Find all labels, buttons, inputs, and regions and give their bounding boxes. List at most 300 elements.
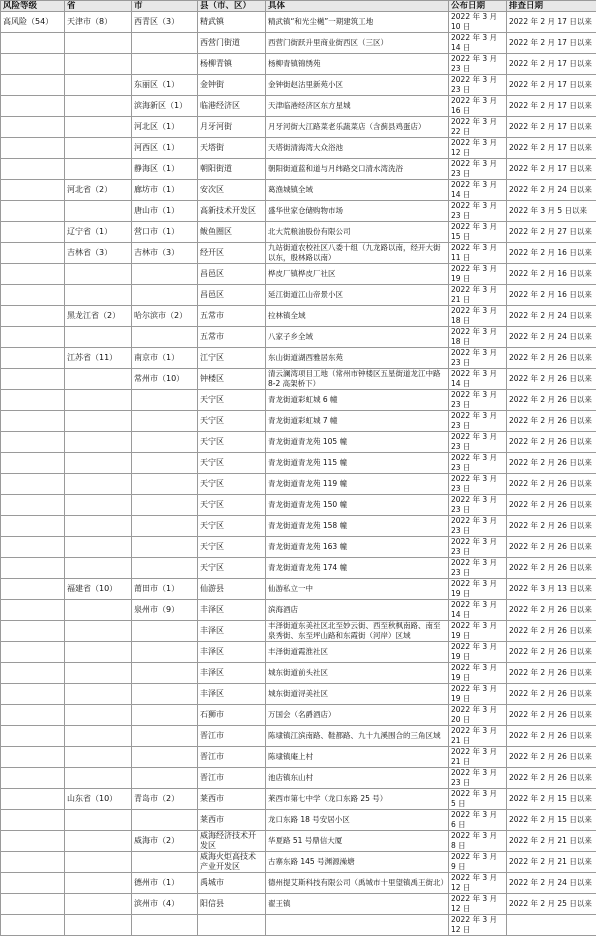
city-cell: [132, 684, 198, 705]
location-detail-cell: 青龙街道青龙苑 105 幢: [266, 432, 449, 453]
publish-date-cell: 2022 年 3 月 23 日: [449, 432, 507, 453]
risk-level-cell: [1, 222, 65, 243]
check-date-cell: 2022 年 2 月 26 日以来: [507, 747, 596, 768]
risk-level-cell: [1, 495, 65, 516]
risk-level-cell: [1, 348, 65, 369]
check-date-cell: 2022 年 2 月 26 日以来: [507, 621, 596, 642]
province-cell: [65, 75, 132, 96]
location-detail-cell: 城东街道前头社区: [266, 663, 449, 684]
city-cell: [132, 558, 198, 579]
table-row: [1, 768, 596, 789]
risk-level-cell: [1, 852, 65, 873]
province-cell: [65, 684, 132, 705]
location-detail-cell: 池店镇东山村: [266, 768, 449, 789]
risk-level-cell: [1, 705, 65, 726]
risk-level-cell: 高风险（54）: [1, 12, 65, 33]
risk-level-cell: [1, 474, 65, 495]
province-cell: [65, 474, 132, 495]
risk-level-cell: [1, 684, 65, 705]
check-date-cell: 2022 年 2 月 26 日以来: [507, 726, 596, 747]
location-detail-cell: 朝阳街道蓝和道与月纬路交口清水湾洗浴: [266, 159, 449, 180]
county-cell: [198, 915, 266, 936]
check-date-cell: 2022 年 2 月 15 日以来: [507, 789, 596, 810]
city-cell: [132, 621, 198, 642]
city-cell: [132, 516, 198, 537]
location-detail-cell: 华夏路 51 号鼎信大厦: [266, 831, 449, 852]
table-header: [1, 1, 596, 12]
location-detail-cell: 拉林镇全域: [266, 306, 449, 327]
risk-level-cell: [1, 201, 65, 222]
province-cell: [65, 96, 132, 117]
city-cell: [132, 915, 198, 936]
table-row: [1, 201, 596, 222]
publish-date-cell: 2022 年 3 月 12 日: [449, 894, 507, 915]
province-cell: [65, 600, 132, 621]
county-cell: 晋江市: [198, 747, 266, 768]
county-cell: 天宁区: [198, 558, 266, 579]
location-detail-cell: 青龙街道青龙苑 119 幢: [266, 474, 449, 495]
city-cell: 唐山市（1）: [132, 201, 198, 222]
location-detail-cell: 北大荒粮油股份有限公司: [266, 222, 449, 243]
table-row: [1, 369, 596, 390]
province-cell: 福建省（10）: [65, 579, 132, 600]
province-cell: [65, 327, 132, 348]
county-cell: 天宁区: [198, 495, 266, 516]
risk-level-cell: [1, 432, 65, 453]
province-cell: [65, 159, 132, 180]
table-row: [1, 327, 596, 348]
location-detail-cell: 丰泽街道霞淮社区: [266, 642, 449, 663]
publish-date-cell: 2022 年 3 月 10 日: [449, 12, 507, 33]
province-cell: [65, 726, 132, 747]
county-cell: 钟楼区: [198, 369, 266, 390]
table-row: [1, 264, 596, 285]
publish-date-cell: 2022 年 3 月 12 日: [449, 138, 507, 159]
table-row: [1, 621, 596, 642]
table-row: [1, 873, 596, 894]
city-cell: 河北区（1）: [132, 117, 198, 138]
publish-date-cell: 2022 年 3 月 21 日: [449, 726, 507, 747]
county-cell: 天宁区: [198, 432, 266, 453]
check-date-cell: 2022 年 2 月 26 日以来: [507, 348, 596, 369]
publish-date-cell: 2022 年 3 月 19 日: [449, 264, 507, 285]
publish-date-cell: 2022 年 3 月 9 日: [449, 852, 507, 873]
risk-level-cell: [1, 663, 65, 684]
city-cell: 德州市（1）: [132, 873, 198, 894]
publish-date-cell: 2022 年 3 月 23 日: [449, 453, 507, 474]
city-cell: 哈尔滨市（2）: [132, 306, 198, 327]
table-row: [1, 747, 596, 768]
publish-date-cell: 2022 年 3 月 23 日: [449, 411, 507, 432]
publish-date-cell: 2022 年 3 月 12 日: [449, 915, 507, 936]
city-cell: [132, 432, 198, 453]
county-cell: 威海经济技术开发区: [198, 831, 266, 852]
publish-date-cell: 2022 年 3 月 14 日: [449, 33, 507, 54]
location-detail-cell: 城东街道浔美社区: [266, 684, 449, 705]
table-row: [1, 726, 596, 747]
table-row: [1, 432, 596, 453]
risk-level-cell: [1, 810, 65, 831]
province-cell: 吉林省（3）: [65, 243, 132, 264]
province-cell: [65, 33, 132, 54]
risk-level-cell: [1, 642, 65, 663]
province-cell: [65, 201, 132, 222]
check-date-cell: 2022 年 3 月 5 日以来: [507, 201, 596, 222]
city-cell: [132, 810, 198, 831]
province-cell: [65, 642, 132, 663]
county-cell: 金钟街: [198, 75, 266, 96]
publish-date-cell: 2022 年 3 月 23 日: [449, 558, 507, 579]
publish-date-cell: 2022 年 3 月 23 日: [449, 495, 507, 516]
city-cell: [132, 642, 198, 663]
publish-date-cell: 2022 年 3 月 18 日: [449, 327, 507, 348]
province-cell: [65, 705, 132, 726]
province-cell: [65, 390, 132, 411]
location-detail-cell: 杨柳青镇锦绣苑: [266, 54, 449, 75]
publish-date-cell: 2022 年 3 月 12 日: [449, 873, 507, 894]
location-detail-cell: 翟王镇: [266, 894, 449, 915]
table-row: [1, 516, 596, 537]
risk-level-cell: [1, 726, 65, 747]
risk-level-cell: [1, 894, 65, 915]
risk-level-cell: [1, 285, 65, 306]
province-cell: [65, 264, 132, 285]
header-row: [1, 1, 596, 12]
publish-date-cell: 2022 年 3 月 23 日: [449, 159, 507, 180]
province-cell: [65, 117, 132, 138]
table-row: [1, 12, 596, 33]
check-date-cell: 2022 年 2 月 26 日以来: [507, 432, 596, 453]
county-cell: 丰泽区: [198, 600, 266, 621]
city-cell: [132, 474, 198, 495]
city-cell: 常州市（10）: [132, 369, 198, 390]
location-detail-cell: 青龙街道彩虹城 6 幢: [266, 390, 449, 411]
county-cell: 天宁区: [198, 537, 266, 558]
location-detail-cell: 盛华世家仓储购物市场: [266, 201, 449, 222]
publish-date-cell: 2022 年 3 月 16 日: [449, 96, 507, 117]
risk-level-cell: [1, 117, 65, 138]
county-cell: 江宁区: [198, 348, 266, 369]
check-date-cell: 2022 年 2 月 27 日以来: [507, 222, 596, 243]
province-cell: 江苏省（11）: [65, 348, 132, 369]
table-row: [1, 159, 596, 180]
location-detail-cell: 延江街道江山帝景小区: [266, 285, 449, 306]
publish-date-cell: 2022 年 3 月 14 日: [449, 600, 507, 621]
county-cell: 仙游县: [198, 579, 266, 600]
table-row: [1, 348, 596, 369]
risk-level-cell: [1, 138, 65, 159]
province-cell: [65, 54, 132, 75]
publish-date-cell: 2022 年 3 月 20 日: [449, 705, 507, 726]
county-cell: 临港经济区: [198, 96, 266, 117]
county-cell: 丰泽区: [198, 642, 266, 663]
publish-date-cell: 2022 年 3 月 19 日: [449, 663, 507, 684]
publish-date-cell: 2022 年 3 月 23 日: [449, 516, 507, 537]
risk-level-cell: [1, 96, 65, 117]
location-detail-cell: 万国会（名爵酒店）: [266, 705, 449, 726]
risk-level-cell: [1, 600, 65, 621]
table-row: [1, 75, 596, 96]
city-cell: [132, 495, 198, 516]
location-detail-cell: 葛渔城镇全域: [266, 180, 449, 201]
risk-level-cell: [1, 327, 65, 348]
table-row: [1, 33, 596, 54]
city-cell: [132, 537, 198, 558]
county-cell: 晋江市: [198, 726, 266, 747]
location-detail-cell: 九站街道农校社区八委十组（九龙路以南，经开大街以东，殷林路以南）: [266, 243, 449, 264]
table-row: [1, 306, 596, 327]
check-date-cell: 2022 年 2 月 24 日以来: [507, 327, 596, 348]
risk-level-cell: [1, 369, 65, 390]
province-cell: [65, 810, 132, 831]
publish-date-cell: 2022 年 3 月 21 日: [449, 285, 507, 306]
risk-level-cell: [1, 747, 65, 768]
city-cell: 莆田市（1）: [132, 579, 198, 600]
county-cell: 丰泽区: [198, 621, 266, 642]
table-row: [1, 537, 596, 558]
check-date-cell: 2022 年 2 月 17 日以来: [507, 117, 596, 138]
table-body: [1, 12, 596, 936]
city-cell: [132, 768, 198, 789]
province-cell: [65, 831, 132, 852]
risk-level-cell: [1, 453, 65, 474]
risk-level-cell: [1, 789, 65, 810]
province-cell: 河北省（2）: [65, 180, 132, 201]
check-date-cell: 2022 年 2 月 26 日以来: [507, 495, 596, 516]
province-cell: [65, 873, 132, 894]
check-date-cell: 2022 年 2 月 17 日以来: [507, 96, 596, 117]
table-row: [1, 243, 596, 264]
location-detail-cell: 八家子乡全域: [266, 327, 449, 348]
publish-date-cell: 2022 年 3 月 23 日: [449, 201, 507, 222]
header-level: 风险等级: [1, 1, 65, 12]
county-cell: 天宁区: [198, 516, 266, 537]
city-cell: 廊坊市（1）: [132, 180, 198, 201]
county-cell: 天宁区: [198, 453, 266, 474]
publish-date-cell: 2022 年 3 月 15 日: [449, 222, 507, 243]
county-cell: 高新技术开发区: [198, 201, 266, 222]
check-date-cell: 2022 年 2 月 16 日以来: [507, 243, 596, 264]
table-row: [1, 222, 596, 243]
province-cell: [65, 852, 132, 873]
location-detail-cell: 陈埭镇江滨南路、鞋都路、九十九溪围合的三角区域: [266, 726, 449, 747]
county-cell: 天宁区: [198, 390, 266, 411]
table-row: [1, 54, 596, 75]
header-city: 市: [132, 1, 198, 12]
location-detail-cell: 西营门街跃升里商业街西区（三区）: [266, 33, 449, 54]
check-date-cell: 2022 年 2 月 26 日以来: [507, 453, 596, 474]
header-publish-date: 公布日期: [449, 1, 507, 12]
location-detail-cell: 莱西市第七中学（龙口东路 25 号）: [266, 789, 449, 810]
risk-level-cell: [1, 264, 65, 285]
publish-date-cell: 2022 年 3 月 19 日: [449, 684, 507, 705]
county-cell: 月牙河街: [198, 117, 266, 138]
check-date-cell: 2022 年 2 月 17 日以来: [507, 12, 596, 33]
county-cell: 天塔街: [198, 138, 266, 159]
city-cell: [132, 54, 198, 75]
publish-date-cell: 2022 年 3 月 14 日: [449, 369, 507, 390]
table-row: [1, 789, 596, 810]
province-cell: 天津市（8）: [65, 12, 132, 33]
county-cell: 五常市: [198, 306, 266, 327]
publish-date-cell: 2022 年 3 月 19 日: [449, 642, 507, 663]
publish-date-cell: 2022 年 3 月 19 日: [449, 579, 507, 600]
publish-date-cell: 2022 年 3 月 23 日: [449, 474, 507, 495]
check-date-cell: 2022 年 2 月 26 日以来: [507, 768, 596, 789]
county-cell: 五常市: [198, 327, 266, 348]
province-cell: [65, 285, 132, 306]
province-cell: [65, 432, 132, 453]
location-detail-cell: [266, 915, 449, 936]
province-cell: [65, 516, 132, 537]
risk-level-cell: [1, 411, 65, 432]
location-detail-cell: 青龙街道青龙苑 115 幢: [266, 453, 449, 474]
county-cell: 莱西市: [198, 810, 266, 831]
check-date-cell: [507, 915, 596, 936]
location-detail-cell: 桦皮厂镇桦皮厂社区: [266, 264, 449, 285]
city-cell: [132, 33, 198, 54]
table-row: [1, 663, 596, 684]
city-cell: 营口市（1）: [132, 222, 198, 243]
province-cell: [65, 621, 132, 642]
check-date-cell: 2022 年 2 月 17 日以来: [507, 75, 596, 96]
city-cell: [132, 726, 198, 747]
province-cell: 辽宁省（1）: [65, 222, 132, 243]
location-detail-cell: 德州提艾斯科技有限公司（禹城市十里望镇禹王街北）: [266, 873, 449, 894]
check-date-cell: 2022 年 2 月 16 日以来: [507, 285, 596, 306]
header-detail: 具体: [266, 1, 449, 12]
province-cell: [65, 453, 132, 474]
county-cell: 精武镇: [198, 12, 266, 33]
publish-date-cell: 2022 年 3 月 11 日: [449, 243, 507, 264]
city-cell: 河西区（1）: [132, 138, 198, 159]
risk-level-cell: [1, 579, 65, 600]
city-cell: 泉州市（9）: [132, 600, 198, 621]
table-row: [1, 600, 596, 621]
province-cell: [65, 663, 132, 684]
table-row: [1, 684, 596, 705]
check-date-cell: 2022 年 2 月 26 日以来: [507, 705, 596, 726]
table-row: [1, 390, 596, 411]
check-date-cell: 2022 年 2 月 26 日以来: [507, 390, 596, 411]
check-date-cell: 2022 年 2 月 26 日以来: [507, 684, 596, 705]
city-cell: [132, 852, 198, 873]
county-cell: 莱西市: [198, 789, 266, 810]
check-date-cell: 2022 年 2 月 24 日以来: [507, 873, 596, 894]
province-cell: [65, 915, 132, 936]
table-row: [1, 810, 596, 831]
province-cell: [65, 495, 132, 516]
province-cell: 山东省（10）: [65, 789, 132, 810]
check-date-cell: 2022 年 2 月 24 日以来: [507, 306, 596, 327]
city-cell: 滨州市（4）: [132, 894, 198, 915]
city-cell: 吉林市（3）: [132, 243, 198, 264]
province-cell: 黑龙江省（2）: [65, 306, 132, 327]
county-cell: 鲅鱼圈区: [198, 222, 266, 243]
table-row: [1, 411, 596, 432]
risk-level-cell: [1, 390, 65, 411]
county-cell: 昌邑区: [198, 285, 266, 306]
check-date-cell: 2022 年 2 月 15 日以来: [507, 810, 596, 831]
check-date-cell: 2022 年 2 月 26 日以来: [507, 411, 596, 432]
county-cell: 经开区: [198, 243, 266, 264]
risk-level-cell: [1, 537, 65, 558]
risk-level-cell: [1, 243, 65, 264]
province-cell: [65, 537, 132, 558]
table-row: [1, 138, 596, 159]
county-cell: 威海火炬高技术产业开发区: [198, 852, 266, 873]
location-detail-cell: 丰泽街道东美社区北至妙云街、西至秋枫南路、南至泉秀街、东至坪山路和东霞街（河岸）区域: [266, 621, 449, 642]
city-cell: 威海市（2）: [132, 831, 198, 852]
city-cell: 静海区（1）: [132, 159, 198, 180]
table-row: [1, 705, 596, 726]
location-detail-cell: 青龙街道青龙苑 150 幢: [266, 495, 449, 516]
publish-date-cell: 2022 年 3 月 22 日: [449, 117, 507, 138]
check-date-cell: 2022 年 2 月 17 日以来: [507, 138, 596, 159]
city-cell: [132, 390, 198, 411]
city-cell: 南京市（1）: [132, 348, 198, 369]
publish-date-cell: 2022 年 3 月 23 日: [449, 768, 507, 789]
location-detail-cell: 陈埭镇庵上村: [266, 747, 449, 768]
check-date-cell: 2022 年 2 月 21 日以来: [507, 831, 596, 852]
city-cell: [132, 327, 198, 348]
check-date-cell: 2022 年 2 月 26 日以来: [507, 642, 596, 663]
city-cell: [132, 705, 198, 726]
county-cell: 丰泽区: [198, 663, 266, 684]
location-detail-cell: 东山街道湖西雅居东苑: [266, 348, 449, 369]
location-detail-cell: 滨海酒店: [266, 600, 449, 621]
location-detail-cell: 青龙街道青龙苑 163 幢: [266, 537, 449, 558]
location-detail-cell: 天津临港经济区东方星城: [266, 96, 449, 117]
location-detail-cell: 青龙街道彩虹城 7 幢: [266, 411, 449, 432]
check-date-cell: 2022 年 2 月 26 日以来: [507, 474, 596, 495]
table-row: [1, 453, 596, 474]
risk-level-cell: [1, 33, 65, 54]
risk-level-cell: [1, 873, 65, 894]
county-cell: 昌邑区: [198, 264, 266, 285]
city-cell: 青岛市（2）: [132, 789, 198, 810]
table-row: [1, 96, 596, 117]
province-cell: [65, 558, 132, 579]
location-detail-cell: 青龙街道青龙苑 174 幢: [266, 558, 449, 579]
publish-date-cell: 2022 年 3 月 23 日: [449, 390, 507, 411]
location-detail-cell: 天塔街清海湾大众浴池: [266, 138, 449, 159]
location-detail-cell: 清云澜湾项目工地（常州市钟楼区五星街道龙江中路 8-2 高架桥下）: [266, 369, 449, 390]
check-date-cell: 2022 年 2 月 24 日以来: [507, 180, 596, 201]
header-check-date: 排查日期: [507, 1, 596, 12]
check-date-cell: 2022 年 2 月 21 日以来: [507, 852, 596, 873]
county-cell: 丰泽区: [198, 684, 266, 705]
table-row: [1, 474, 596, 495]
publish-date-cell: 2022 年 3 月 23 日: [449, 75, 507, 96]
table-row: [1, 117, 596, 138]
publish-date-cell: 2022 年 3 月 19 日: [449, 621, 507, 642]
check-date-cell: 2022 年 2 月 26 日以来: [507, 663, 596, 684]
county-cell: 阳信县: [198, 894, 266, 915]
province-cell: [65, 138, 132, 159]
county-cell: 晋江市: [198, 768, 266, 789]
city-cell: 西青区（3）: [132, 12, 198, 33]
table-row: [1, 894, 596, 915]
location-detail-cell: 青龙街道青龙苑 158 幢: [266, 516, 449, 537]
check-date-cell: 2022 年 2 月 26 日以来: [507, 558, 596, 579]
city-cell: [132, 264, 198, 285]
city-cell: 东丽区（1）: [132, 75, 198, 96]
table-row: [1, 558, 596, 579]
location-detail-cell: 仙游私立一中: [266, 579, 449, 600]
table-row: [1, 495, 596, 516]
city-cell: [132, 747, 198, 768]
